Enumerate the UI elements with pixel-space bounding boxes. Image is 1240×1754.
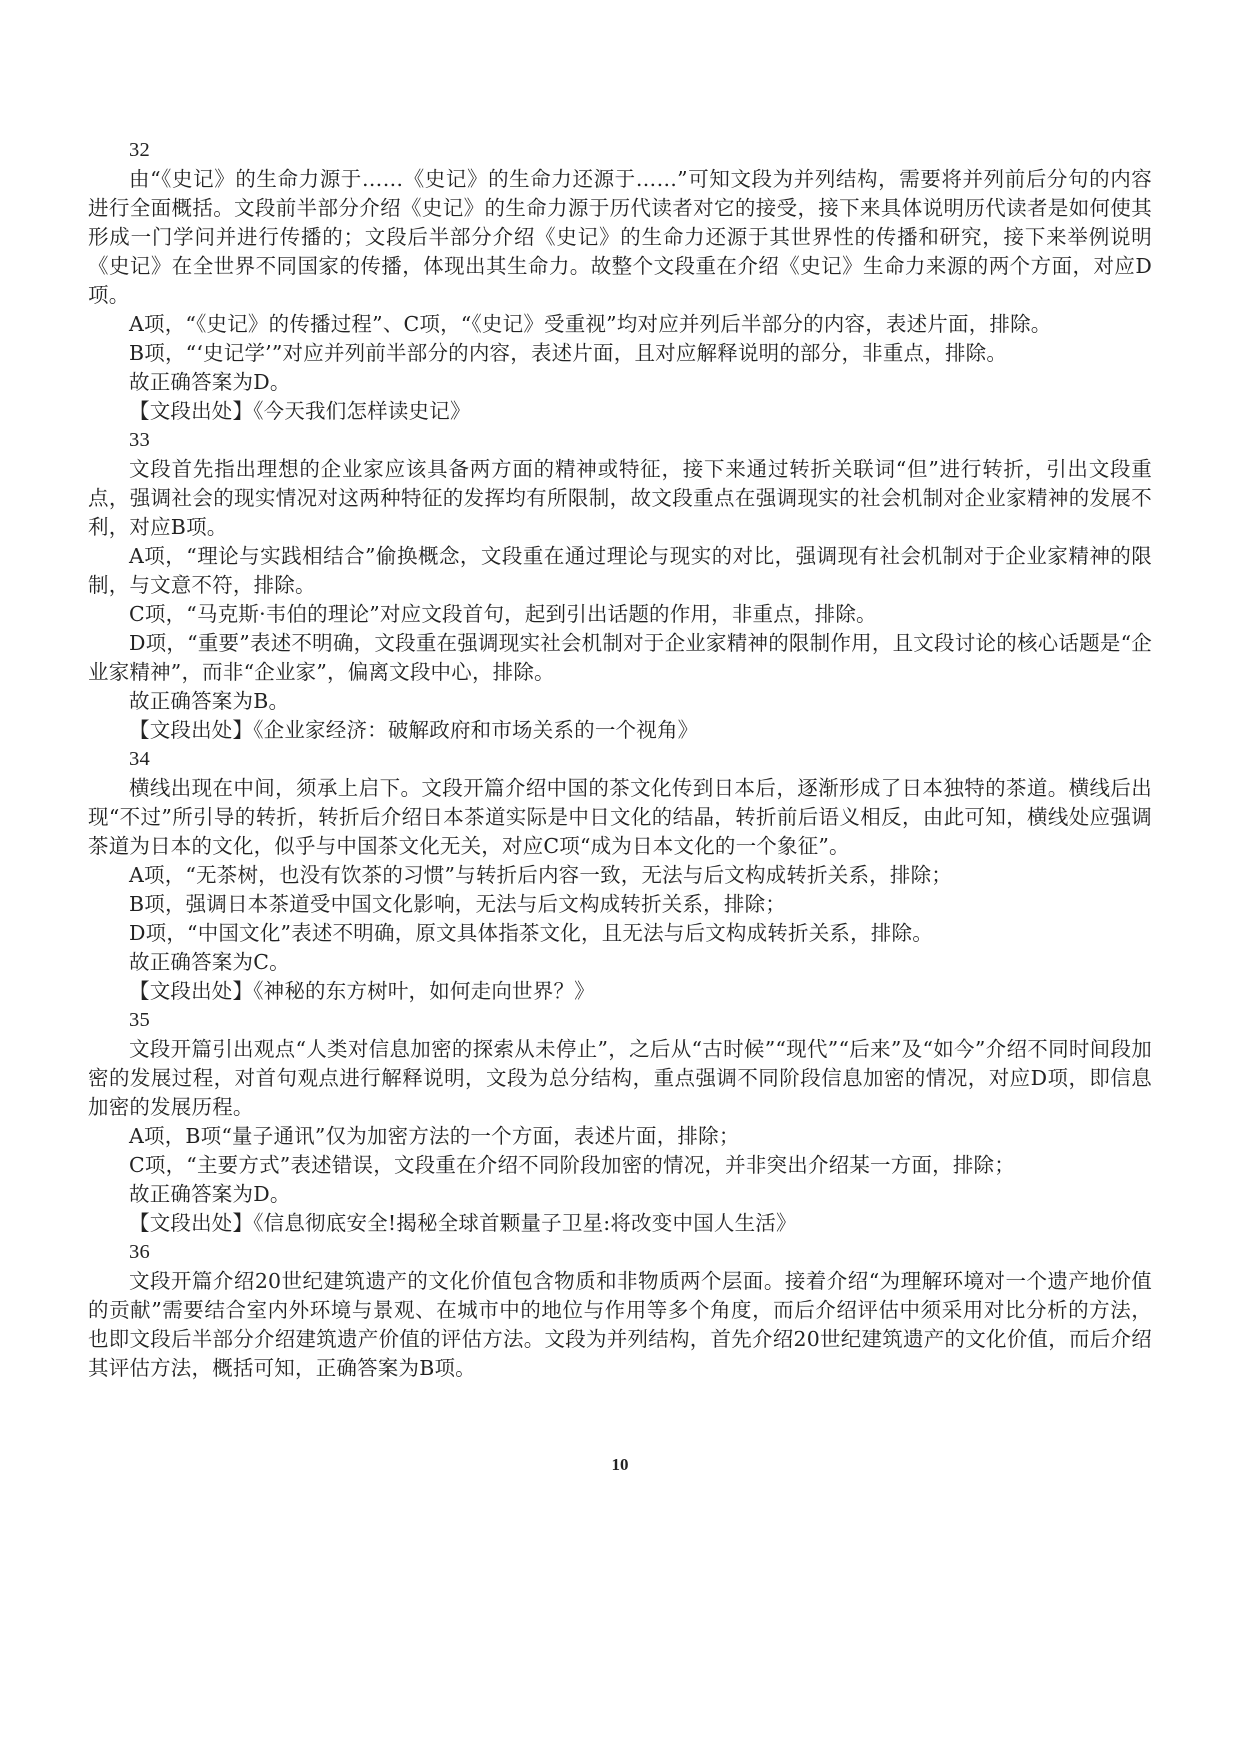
paragraph: 故正确答案为D。	[129, 1182, 291, 1206]
question-number: 32	[129, 139, 150, 161]
paragraph: A项，“无茶树，也没有饮茶的习惯”与转折后内容一致，无法与后文构成转折关系，排除；	[129, 863, 952, 887]
paragraph: 【文段出处】《神秘的东方树叶，如何走向世界？》	[129, 979, 595, 1003]
paragraph: C项，“主要方式”表述错误，文段重在介绍不同阶段加密的情况，并非突出介绍某一方面，排除；	[129, 1153, 1015, 1177]
paragraph: 文段开篇引出观点“人类对信息加密的探索从未停止”，之后从“古时候”“现代”“后来”及“如今”介绍不同时间段加密的发展过程，对首句观点进行解释说明，文段为总分结构，重点强调不同阶段信息加密的情况，对应D项，即信息加密的发展历程。	[88, 1037, 1152, 1119]
question-number: 36	[129, 1241, 150, 1263]
paragraph: B项，“‘史记学’”对应并列前半部分的内容，表述片面，且对应解释说明的部分，非重点，排除。	[129, 341, 1008, 365]
paragraph: 横线出现在中间，须承上启下。文段开篇介绍中国的茶文化传到日本后，逐渐形成了日本独特的茶道。横线后出现“不过”所引导的转折，转折后介绍日本茶道实际是中日文化的结晶，转折前后语义相反，由此可知，横线处应强调茶道为日本的文化，似乎与中国茶文化无关，对应C项“成为日本文化的一个象征”。	[88, 776, 1152, 858]
paragraph: D项，“重要”表述不明确，文段重在强调现实社会机制对于企业家精神的限制作用，且文段讨论的核心话题是“企业家精神”，而非“企业家”，偏离文段中心，排除。	[88, 631, 1152, 684]
document-body	[88, 136, 1152, 1383]
question-number: 35	[129, 1009, 150, 1031]
page-number: 10	[611, 1455, 629, 1474]
paragraph: B项，强调日本茶道受中国文化影响，无法与后文构成转折关系，排除；	[129, 892, 786, 916]
paragraph: 文段首先指出理想的企业家应该具备两方面的精神或特征，接下来通过转折关联词“但”进行转折，引出文段重点，强调社会的现实情况对这两种特征的发挥均有所限制，故文段重点在强调现实的社会机制对企业家精神的发展不利，对应B项。	[88, 457, 1152, 539]
paragraph: 【文段出处】《企业家经济：破解政府和市场关系的一个视角》	[129, 718, 699, 742]
paragraph: C项，“马克斯·韦伯的理论”对应文段首句，起到引出话题的作用，非重点，排除。	[129, 602, 877, 626]
question-number: 34	[129, 748, 150, 770]
paragraph: D项，“中国文化”表述不明确，原文具体指茶文化，且无法与后文构成转折关系，排除。	[129, 921, 933, 945]
paragraph: 【文段出处】《今天我们怎样读史记》	[129, 399, 471, 423]
paragraph: 故正确答案为B。	[129, 689, 290, 713]
paragraph: 故正确答案为C。	[129, 950, 290, 974]
paragraph: A项，B项“量子通讯”仅为加密方法的一个方面，表述片面，排除；	[129, 1124, 740, 1148]
paragraph: A项，“《史记》的传播过程”、C项，“《史记》受重视”均对应并列后半部分的内容，表述片面，排除。	[129, 312, 1052, 336]
paragraph: 文段开篇介绍20世纪建筑遗产的文化价值包含物质和非物质两个层面。接着介绍“为理解环境对一个遗产地价值的贡献”需要结合室内外环境与景观、在城市中的地位与作用等多个角度，而后介绍评估中须采用对比分析的方法，也即文段后半部分介绍建筑遗产价值的评估方法。文段为并列结构，首先介绍20世纪建筑遗产的文化价值，而后介绍其评估方法，概括可知，正确答案为B项。	[88, 1269, 1152, 1380]
paragraph: 故正确答案为D。	[129, 370, 291, 394]
question-number: 33	[129, 429, 150, 451]
paragraph: 由“《史记》的生命力源于……《史记》的生命力还源于……”可知文段为并列结构，需要将并列前后分句的内容进行全面概括。文段前半部分介绍《史记》的生命力源于历代读者对它的接受，接下来具体说明历代读者是如何使其形成一门学问并进行传播的；文段后半部分介绍《史记》的生命力还源于其世界性的传播和研究，接下来举例说明《史记》在全世界不同国家的传播，体现出其生命力。故整个文段重在介绍《史记》生命力来源的两个方面，对应D项。	[88, 167, 1152, 307]
paragraph: 【文段出处】《信息彻底安全!揭秘全球首颗量子卫星:将改变中国人生活》	[129, 1211, 797, 1235]
paragraph: A项，“理论与实践相结合”偷换概念，文段重在通过理论与现实的对比，强调现有社会机制对于企业家精神的限制，与文意不符，排除。	[88, 544, 1152, 597]
